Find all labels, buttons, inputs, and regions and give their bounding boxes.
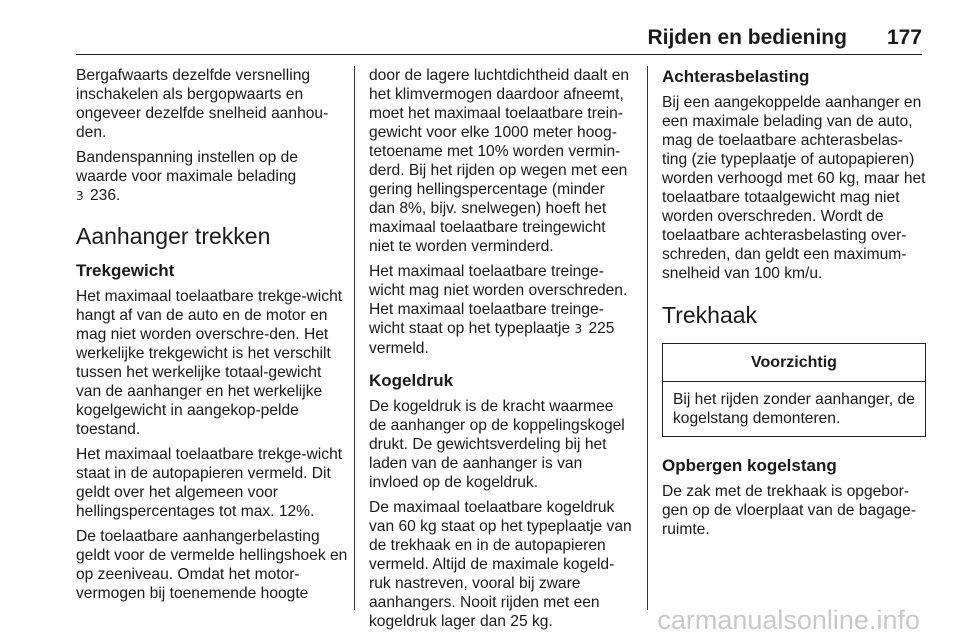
paragraph: Bandenspanning instellen op de waarde voor maximale belading 3 236. [76, 149, 298, 204]
paragraph: Bij een aangekoppelde aanhanger en een maximale belading van de auto, mag de toelaatbare achterasbelas-ting (zie typeplaatje of autopapieren) worden verhoogd met 60 kg, maar het toelaatbare totaalgewicht mag niet worden overschreden. Wordt de toelaatbare achterasbelasting over-schreden, dan geldt een maximum-snelheid van 100 km/u. [662, 94, 926, 282]
paragraph: Bergafwaarts dezelfde versnelling inschakelen als bergopwaarts en ongeveer dezelfde snelheid aanhou-den. [76, 67, 329, 141]
caution-box [662, 343, 926, 437]
page-header [647, 26, 922, 54]
page-ref-icon: 3 [76, 189, 84, 203]
column-1 [76, 66, 348, 609]
column-2 [369, 66, 633, 637]
header-rule [76, 54, 922, 55]
paragraph: De kogeldruk is de kracht waarmee de aanhanger op de koppelingskogel drukt. De gewichtsverdeling bij het laden van de aanhanger is van invloed op de kogeldruk. [369, 398, 625, 491]
page-ref-icon: 3 [574, 322, 583, 336]
section-title: Rijden en bediening [647, 26, 847, 49]
paragraph: Het maximaal toelaatbare trekge-wicht hangt af van de auto en de motor en mag niet worden overschre-den. Het werkelijke trekgewicht is het verschilt tussen het werkelijke totaal-gewicht van de aanhanger en het werkelijke kogelgewicht in aangekop-pelde toestand. [76, 288, 343, 438]
column-divider-2 [647, 66, 648, 610]
subsection-heading: Kogeldruk [369, 371, 454, 390]
paragraph: De maximaal toelaatbare kogeldruk van 60 kg staat op het typeplaatje van de trekhaak en in de autopapieren vermeld. Altijd de maximale kogeld-ruk nastreven, vooral bij zware aanhangers. Nooit rijden met een kogeldruk lager dan 25 kg. [369, 499, 632, 630]
subsection-heading: Trekgewicht [76, 261, 175, 280]
paragraph: Het maximaal toelaatbare trekge-wicht staat in de autopapieren vermeld. Dit geldt over het algemeen voor hellingspercentages tot max. 12%. [76, 446, 343, 520]
subsection-heading: Achterasbelasting [662, 67, 810, 86]
caution-title: Voorzichtig [663, 344, 925, 382]
page-number: 177 [886, 26, 922, 49]
page-ref-link[interactable]: 225 vermeld. [369, 320, 615, 357]
paragraph: door de lagere luchtdichtheid daalt en het klimvermogen daardoor afneemt, moet het maximaal toelaatbare trein-gewicht voor elke 1000 meter hoog-tetoename met 10% worden vermin-derd. Bij het rijden op wegen met een gering hellingspercentage (minder dan 8%, bijv. snelwegen) hoeft het maximaal toelaatbare treingewicht niet te worden verminderd. [369, 67, 630, 255]
page-ref-link[interactable]: 236. [89, 187, 121, 204]
subsection-heading: Opbergen kogelstang [662, 456, 837, 475]
column-3 [662, 66, 926, 545]
column-divider-1 [354, 66, 355, 610]
caution-body: Bij het rijden zonder aanhanger, de kogelstang demonteren. [673, 391, 915, 427]
section-heading: Aanhanger trekken [76, 223, 271, 249]
watermark: carmanualsonline.info [657, 605, 920, 635]
paragraph: De toelaatbare aanhangerbelasting geldt voor de vermelde hellingshoek en op zeeniveau. Omdat het motor-vermogen bij toenemende hoogte [76, 528, 348, 602]
paragraph: Het maximaal toelaatbare treinge-wicht mag niet worden overschreden. Het maximaal toelaatbare treinge-wicht staat op het typeplaatje 3 225 vermeld. [369, 263, 628, 357]
paragraph: De zak met de trekhaak is opgebor-gen op de vloerplaat van de bagage-ruimte. [662, 483, 917, 538]
section-heading: Trekhaak [662, 302, 758, 328]
